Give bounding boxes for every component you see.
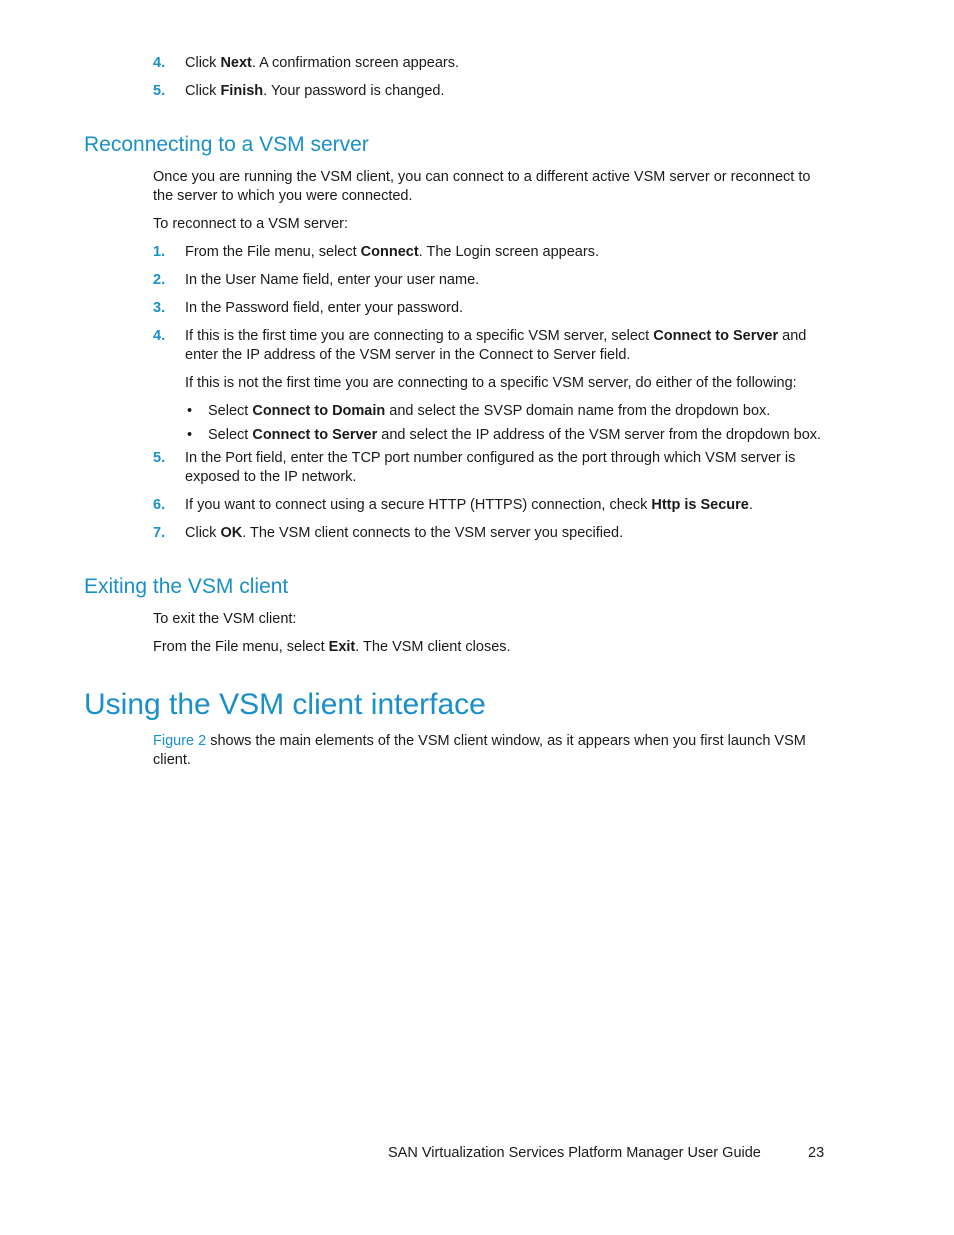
reconnect-step-5: 5. In the Port field, enter the TCP port number configured as the port through which VSM server is exposed to the IP network.	[153, 450, 796, 485]
reconnect-step-3: 3. In the Password field, enter your password.	[153, 300, 464, 316]
top-step-list	[153, 54, 833, 110]
step-number: 7.	[153, 525, 166, 541]
ui-term-finish: Finish	[220, 83, 264, 99]
reconnect-step-7: 7. Click OK. The VSM client connects to the VSM server you specified.	[153, 525, 624, 541]
section-heading-exiting: Exiting the VSM client	[84, 575, 289, 598]
step-5-finish: 5. Click Finish. Your password is changed.	[153, 83, 445, 99]
step-number: 6.	[153, 497, 166, 513]
ui-term-connect-to-server: Connect to Server	[653, 328, 779, 344]
footer-guide-title: SAN Virtualization Services Platform Manager User Guide	[388, 1145, 761, 1161]
reconnect-step-1: 1. From the File menu, select Connect. The Login screen appears.	[153, 244, 599, 260]
reconnect-step-4-alternative: If this is not the first time you are connecting to a specific VSM server, do either of the following:	[185, 375, 797, 391]
chapter-heading-interface: Using the VSM client interface	[84, 688, 486, 721]
interface-intro: Figure 2 shows the main elements of the VSM client window, as it appears when you first launch VSM client.	[153, 733, 806, 768]
ui-term-connect-to-server: Connect to Server	[252, 427, 378, 443]
step-number: 3.	[153, 300, 166, 316]
step-number: 1.	[153, 244, 166, 260]
ui-term-exit: Exit	[328, 639, 356, 655]
ui-term-next: Next	[220, 55, 252, 71]
ui-term-connect: Connect	[360, 244, 419, 260]
footer-page-number: 23	[808, 1145, 825, 1161]
step-number: 5.	[153, 450, 166, 466]
step-number: 4.	[153, 55, 166, 71]
step-number: 5.	[153, 83, 166, 99]
bullet-item-domain: • Select Connect to Domain and select the SVSP domain name from the dropdown box.	[187, 403, 771, 419]
bullet-icon: •	[187, 403, 193, 419]
step-4-next: 4. Click Next. A confirmation screen appears.	[153, 55, 460, 71]
ui-term-ok: OK	[220, 525, 243, 541]
figure-2-link[interactable]: Figure 2	[153, 733, 207, 749]
reconnect-step-4: 4. If this is the first time you are connecting to a specific VSM server, select Connect to Server and enter the IP address of the VSM server in the Connect to Server field. If this is not the first time you are connecting to a specific VSM server, do either of the following: • Select Connect to Domain and select the SVSP domain name from the dropdown box. • Select Connect to Server and select the IP address of the VSM server from the dropdown box.	[153, 327, 833, 445]
step-number: 4.	[153, 328, 166, 344]
exiting-instruction: From the File menu, select Exit. The VSM client closes.	[153, 639, 511, 655]
ui-term-http-is-secure: Http is Secure	[651, 497, 749, 513]
bullet-item-server: • Select Connect to Server and select the IP address of the VSM server from the dropdown box.	[187, 427, 822, 443]
bullet-icon: •	[187, 427, 193, 443]
section-heading-reconnecting: Reconnecting to a VSM server	[84, 133, 369, 156]
reconnect-step-2: 2. In the User Name field, enter your user name.	[153, 272, 480, 288]
reconnect-intro: Once you are running the VSM client, you can connect to a different active VSM server or reconnect to the server to which you were connected.	[153, 169, 811, 204]
reconnect-step-list	[153, 243, 833, 552]
ui-term-connect-to-domain: Connect to Domain	[252, 403, 386, 419]
exiting-lead: To exit the VSM client:	[153, 611, 297, 627]
step-number: 2.	[153, 272, 166, 288]
bullet-list	[185, 402, 833, 445]
reconnect-lead: To reconnect to a VSM server:	[153, 216, 349, 232]
reconnect-step-6: 6. If you want to connect using a secure HTTP (HTTPS) connection, check Http is Secure.	[153, 497, 753, 513]
